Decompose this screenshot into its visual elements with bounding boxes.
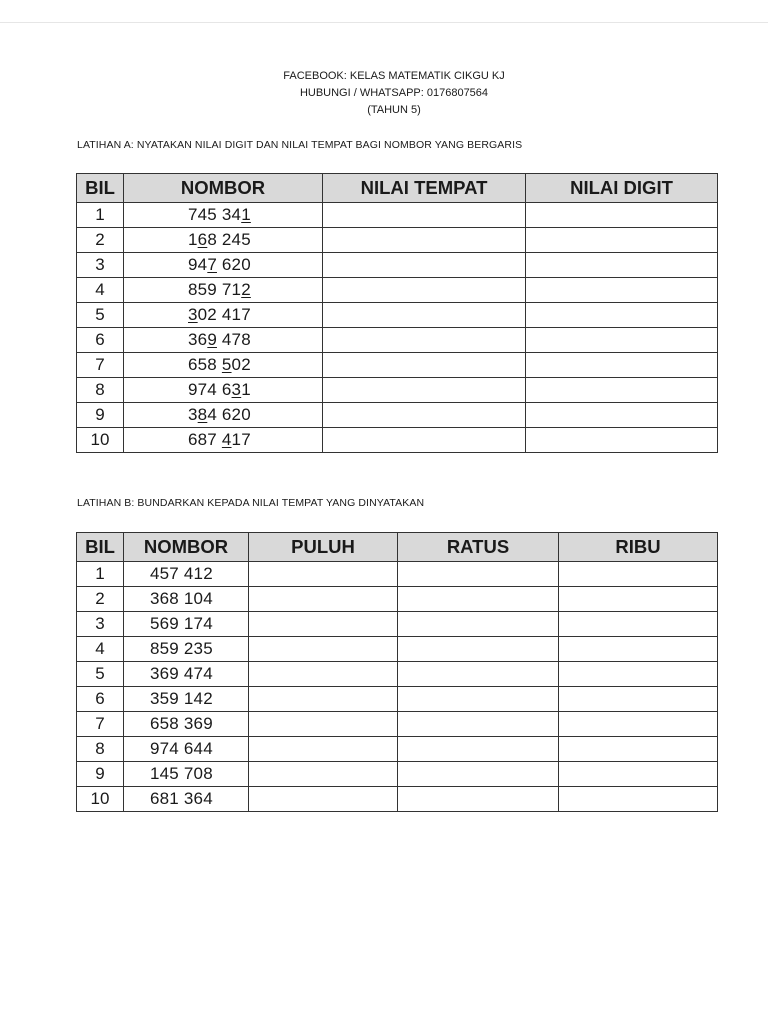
answer-ratus[interactable]	[398, 712, 559, 737]
row-bil: 3	[77, 612, 124, 637]
table-row	[77, 737, 718, 762]
answer-nilai-digit[interactable]	[526, 253, 718, 278]
answer-ribu[interactable]	[559, 737, 718, 762]
answer-nilai-digit[interactable]	[526, 428, 718, 453]
row-bil: 7	[77, 353, 124, 378]
underlined-digit: 8	[197, 405, 208, 424]
nombor-pre: 745 34	[188, 205, 242, 224]
answer-puluh[interactable]	[249, 662, 398, 687]
answer-nilai-digit[interactable]	[526, 353, 718, 378]
answer-nilai-digit[interactable]	[526, 328, 718, 353]
row-bil: 4	[77, 637, 124, 662]
table-row	[77, 253, 718, 278]
table-header-row	[77, 533, 718, 562]
table-row	[77, 637, 718, 662]
table-row	[77, 612, 718, 637]
underlined-digit: 4	[221, 430, 232, 449]
answer-ribu[interactable]	[559, 787, 718, 812]
answer-nilai-tempat[interactable]	[323, 353, 526, 378]
answer-nilai-digit[interactable]	[526, 303, 718, 328]
row-bil: 10	[77, 787, 124, 812]
answer-nilai-digit[interactable]	[526, 228, 718, 253]
table-row	[77, 712, 718, 737]
section-b-table	[76, 532, 718, 812]
row-bil: 3	[77, 253, 124, 278]
answer-nilai-digit[interactable]	[526, 278, 718, 303]
answer-nilai-tempat[interactable]	[323, 253, 526, 278]
answer-nilai-digit[interactable]	[526, 378, 718, 403]
row-bil: 1	[77, 562, 124, 587]
answer-nilai-tempat[interactable]	[323, 228, 526, 253]
table-row	[77, 278, 718, 303]
row-nombor	[124, 203, 323, 228]
table-row	[77, 687, 718, 712]
answer-ribu[interactable]	[559, 762, 718, 787]
row-bil: 9	[77, 762, 124, 787]
answer-ribu[interactable]	[559, 687, 718, 712]
answer-ratus[interactable]	[398, 587, 559, 612]
answer-ratus[interactable]	[398, 687, 559, 712]
row-bil: 7	[77, 712, 124, 737]
col-header-bil: BIL	[77, 533, 124, 562]
answer-nilai-tempat[interactable]	[323, 203, 526, 228]
answer-ratus[interactable]	[398, 762, 559, 787]
nombor-post: 02 417	[197, 305, 251, 324]
row-nombor	[124, 403, 323, 428]
underlined-digit: 9	[207, 330, 217, 349]
row-bil: 8	[77, 378, 124, 403]
row-nombor: 681 364	[124, 787, 249, 812]
table-row	[77, 562, 718, 587]
nombor-post: 17	[231, 430, 251, 449]
nombor-pre: 687	[188, 430, 222, 449]
answer-nilai-tempat[interactable]	[323, 378, 526, 403]
answer-puluh[interactable]	[249, 612, 398, 637]
answer-ratus[interactable]	[398, 562, 559, 587]
answer-ratus[interactable]	[398, 637, 559, 662]
answer-puluh[interactable]	[249, 637, 398, 662]
col-header-nombor: NOMBOR	[124, 174, 323, 203]
answer-nilai-tempat[interactable]	[323, 303, 526, 328]
table-row	[77, 662, 718, 687]
row-bil: 6	[77, 687, 124, 712]
section-b-instruction: LATIHAN B: BUNDARKAN KEPADA NILAI TEMPAT YANG DINYATAKAN	[77, 497, 425, 509]
underlined-digit: 3	[231, 380, 242, 399]
answer-ribu[interactable]	[559, 712, 718, 737]
answer-nilai-digit[interactable]	[526, 403, 718, 428]
answer-puluh[interactable]	[249, 762, 398, 787]
table-row	[77, 353, 718, 378]
row-bil: 5	[77, 303, 124, 328]
row-nombor	[124, 303, 323, 328]
table-row	[77, 303, 718, 328]
answer-ribu[interactable]	[559, 562, 718, 587]
nombor-post: 478	[216, 330, 251, 349]
row-nombor	[124, 278, 323, 303]
underlined-digit: 7	[207, 255, 217, 274]
col-header-nombor: NOMBOR	[124, 533, 249, 562]
page-top-divider	[0, 22, 768, 23]
section-a-table	[76, 173, 718, 453]
nombor-pre: 36	[188, 330, 208, 349]
row-nombor: 859 235	[124, 637, 249, 662]
answer-ribu[interactable]	[559, 612, 718, 637]
row-nombor: 457 412	[124, 562, 249, 587]
row-bil: 4	[77, 278, 124, 303]
answer-nilai-digit[interactable]	[526, 203, 718, 228]
row-nombor: 359 142	[124, 687, 249, 712]
answer-ribu[interactable]	[559, 587, 718, 612]
nombor-post: 1	[241, 380, 251, 399]
row-bil: 10	[77, 428, 124, 453]
row-bil: 2	[77, 228, 124, 253]
table-row	[77, 378, 718, 403]
nombor-pre: 658	[188, 355, 222, 374]
header-contact: HUBUNGI / WHATSAPP: 0176807564	[299, 87, 489, 99]
answer-puluh[interactable]	[249, 787, 398, 812]
underlined-digit: 3	[188, 305, 198, 324]
answer-puluh[interactable]	[249, 687, 398, 712]
col-header-bil: BIL	[77, 174, 124, 203]
row-bil: 2	[77, 587, 124, 612]
table-row	[77, 762, 718, 787]
answer-ratus[interactable]	[398, 737, 559, 762]
answer-puluh[interactable]	[249, 562, 398, 587]
section-a-instruction: LATIHAN A: NYATAKAN NILAI DIGIT DAN NILAI TEMPAT BAGI NOMBOR YANG BERGARIS	[77, 139, 523, 151]
row-nombor	[124, 428, 323, 453]
underlined-digit: 1	[241, 205, 251, 224]
table-row	[77, 787, 718, 812]
nombor-pre: 94	[188, 255, 208, 274]
answer-ribu[interactable]	[559, 637, 718, 662]
nombor-pre: 1	[188, 230, 198, 249]
row-bil: 6	[77, 328, 124, 353]
row-nombor: 569 174	[124, 612, 249, 637]
answer-ratus[interactable]	[398, 662, 559, 687]
answer-nilai-tempat[interactable]	[323, 278, 526, 303]
header-year: (TAHUN 5)	[367, 104, 421, 116]
row-bil: 8	[77, 737, 124, 762]
row-bil: 9	[77, 403, 124, 428]
nombor-post: 4 620	[207, 405, 251, 424]
col-header-puluh: PULUH	[249, 533, 398, 562]
nombor-post: 620	[216, 255, 251, 274]
underlined-digit: 2	[241, 280, 251, 299]
worksheet-header	[0, 68, 768, 119]
underlined-digit: 6	[197, 230, 208, 249]
nombor-pre: 974 6	[188, 380, 232, 399]
row-nombor	[124, 353, 323, 378]
row-nombor: 145 708	[124, 762, 249, 787]
col-header-ribu: RIBU	[559, 533, 718, 562]
table-row	[77, 228, 718, 253]
answer-puluh[interactable]	[249, 737, 398, 762]
row-nombor: 658 369	[124, 712, 249, 737]
row-nombor	[124, 328, 323, 353]
answer-puluh[interactable]	[249, 712, 398, 737]
col-header-nilai-digit: NILAI DIGIT	[526, 174, 718, 203]
answer-nilai-tempat[interactable]	[323, 428, 526, 453]
table-row	[77, 587, 718, 612]
answer-nilai-tempat[interactable]	[323, 403, 526, 428]
table-row	[77, 328, 718, 353]
row-nombor	[124, 228, 323, 253]
col-header-nilai-tempat: NILAI TEMPAT	[323, 174, 526, 203]
table-row	[77, 203, 718, 228]
answer-ratus[interactable]	[398, 612, 559, 637]
table-row	[77, 428, 718, 453]
table-header-row	[77, 174, 718, 203]
row-nombor: 974 644	[124, 737, 249, 762]
col-header-ratus: RATUS	[398, 533, 559, 562]
nombor-post: 8 245	[207, 230, 251, 249]
header-facebook: FACEBOOK: KELAS MATEMATIK CIKGU KJ	[283, 70, 505, 82]
row-nombor: 369 474	[124, 662, 249, 687]
answer-puluh[interactable]	[249, 587, 398, 612]
nombor-pre: 859 71	[188, 280, 242, 299]
row-nombor: 368 104	[124, 587, 249, 612]
answer-ribu[interactable]	[559, 662, 718, 687]
nombor-pre: 3	[188, 405, 198, 424]
row-nombor	[124, 378, 323, 403]
row-nombor	[124, 253, 323, 278]
answer-nilai-tempat[interactable]	[323, 328, 526, 353]
underlined-digit: 5	[221, 355, 232, 374]
table-row	[77, 403, 718, 428]
answer-ratus[interactable]	[398, 787, 559, 812]
row-bil: 5	[77, 662, 124, 687]
nombor-post: 02	[231, 355, 251, 374]
row-bil: 1	[77, 203, 124, 228]
